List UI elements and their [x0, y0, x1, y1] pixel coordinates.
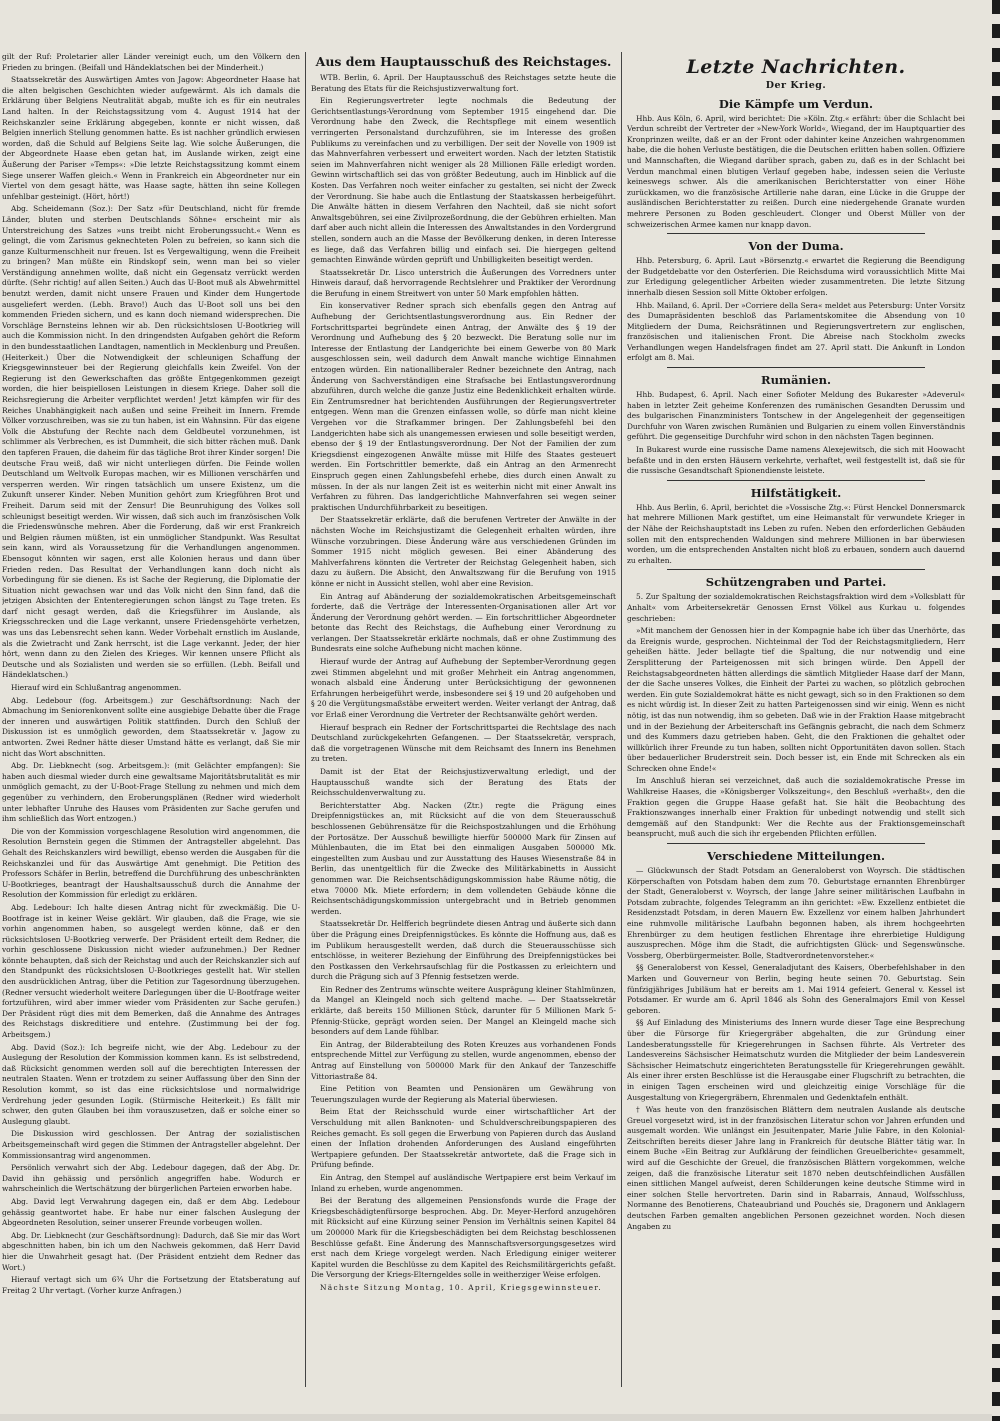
paragraph: Ein Antrag, den Stempel auf ausländische Wertpapiere erst beim Verkauf im Inland zu erheben, wurde angenommen. — [311, 1172, 616, 1193]
section-heading: Die Kämpfe um Verdun. — [718, 96, 874, 111]
column-reichstag-debate — [2, 52, 300, 1382]
paragraph: Hierauf besprach ein Redner der Fortschrittspartei die Rechtslage des nach Deutschland zurückgekehrten Gefangenen. — Der Staatssekretär, versprach, daß die vorgetragenen Wünsche mit dem Reichsamt des Innern ins Benehmen zu treten. — [311, 722, 616, 764]
paragraph: Ein Antrag auf Abänderung der sozialdemokratischen Arbeitsgemeinschaft forderte, daß die Verträge der Interessenten-Organisationen aller Art vor Änderung der Verordnung gehört werden. — Ein fortschrittlicher Abgeordneter betonte das Recht des Reichstags, die Aufhebung einer Verordnung zu verlangen. Der Staatssekretär erklärte nochmals, daß er ohne Zustimmung des Bundesrats eine solche Aufhebung nicht machen könne. — [311, 591, 616, 654]
paragraph: Hhb. Mailand, 6. April. Der »Corriere della Sera« meldet aus Petersburg: Unter Vorsitz des Dumapräsidenten beschloß das Parlamentskomitee die Absendung von 10 Mitgliedern der Duma, Reichsrätinnen und Regierungsvertretern zur englischen, französischen und italienischen Front. Die Abreise nach Stockholm zwecks Verhandlungen wegen Handelsfragen findet am 27. April statt. Die Ankunft in London erfolgt am 8. Mai. — [627, 300, 965, 363]
paragraph: — Glückwunsch der Stadt Potsdam an Generaloberst von Woyrsch. Die städtischen Körperschaften von Potsdam haben dem zum 70. Geburtstage ernannten Ehrenbürger der Stadt, Generaloberst v. Woyrsch, der lange Jahre seiner militärischen Laufbahn in Potsdam zubrachte, folgendes Telegramm an ihn gerichtet: »Ew. Exzellenz entbietet die Residenzstadt Potsdam, in deren Mauern Ew. Exzellenz vor einem halben Jahrhundert eine ruhmvolle militärische Laufbahn begonnen haben, als ihrem hochgeehrten Ehrenbürger zu dem heutigen festlichen Ehrentage ihre ehrerbietige Huldigung auszusprechen. Möge ihm die Stadt, die aufrichtigsten Glück- und Segenswünsche. Vossberg, Oberbürgermeister. Bolle, Stadtverordnetenvorsteher.« — [627, 866, 965, 960]
section-divider — [667, 367, 925, 368]
paragraph: Persönlich verwahrt sich der Abg. Ledebour dagegen, daß der Abg. Dr. David ihn gehässig und persönlich angegriffen habe. Wodurch er wahrscheinlich die Wertschätzung der bürgerlichen Parteien erworben habe. — [2, 1163, 300, 1194]
paragraph: Abg. David legt Verwahrung dagegen ein, daß er dem Abg. Ledebour gehässig geantwortet habe. Er habe nur einer falschen Auslegung der Abgeordneten Resolution, seiner unserer Freunde vorbeugen wollen. — [2, 1196, 300, 1228]
paragraph: Im Anschluß hieran sei verzeichnet, daß auch die sozialdemokratische Presse im Wahlkreise Haases, die »Königsberger Volkszeitung«, den Beschluß »verhaßt«, den die Fraktion gegen die Gruppe Haase gefaßt hat. Sie hält die Beobachtung des Fraktionszwanges innerhalb einer Fraktion für unbedingt notwendig und stellt sich demgemäß auf den Standpunkt: Wer die Rechte aus der Fraktionsgemeinschaft beansprucht, muß auch die sich ihr ergebenden Pflichten erfüllen. — [627, 776, 965, 839]
letzte-nachrichten-body — [627, 97, 965, 1233]
section-divider — [667, 569, 925, 570]
paragraph: Staatssekretär des Auswärtigen Amtes von Jagow: Abgeordneter Haase hat die alten belgischen Geschichten wieder aufgewärmt. Als ich damals die Erklärung über Belgiens Neutralität abgab, mußte ich es für ein neutrales Land halten. In der Reichstagssitzung vom 4. August 1914 hat der Reichskanzler seine Erklärung abgegeben, konnte er nicht wissen, daß Belgien innerlich Stellung genommen hatte. Es ist nachher gründlich erwiesen worden, daß die Schuld auf Belgiens Seite lag. Wie solche Äußerungen, die der Abgeordnete Haase eben getan hat, im Auslande wirken, zeigt eine Äußerung der Pariser »Temps«: »Die letzte Reichstagssitzung kommt einem Siege unserer Waffen gleich.« Wenn in Frankreich ein Abgeordneter nur ein Viertel von dem gesagt hätte, was Haase sagte, hätten ihn seine Kollegen unfehlbar gesteinigt. (Hört, hört!) — [2, 75, 300, 201]
section-heading: Hilfstätigkeit. — [750, 485, 842, 500]
paragraph: Abg. Scheidemann (Soz.): Der Satz »für Deutschland, nicht für fremde Länder, bluten und sterben Deutschlands Söhne« erscheint mir als Unterstreichung des Satzes »uns treibt nicht Eroberungssucht.« Wenn es gelingt, die vom Zarismus geknechteten Polen zu befreien, so kann sich die ganze Kulturmenschheit nur freuen. Ist es Vergewaltigung, wenn die Freiheit zu bringen? Man müßte ein Rindskopf sein, wenn man bei so vieler Verständigung annehmen wollte, daß nicht ein Gegensatz verrückt werden dürfte. (Sehr richtig! auf allen Seiten.) Auch das U-Boot muß als Abwehrmittel benutzt werden, damit nicht unsere Frauen und Kinder dem Hungertode ausgeliefert werden. (Lebh. Bravo!) Auch das U-Boot soll uns bei den kommenden Frieden sichern, und es kann doch niemand widersprechen. Die Vorschläge Bernsteins lehnen wir ab. Den rücksichtslosen U-Bootkrieg will auch die Kommission nicht. In den dringendsten Aufgaben gehört die Reform in den bundesstaatlichen Landtagen, namentlich in Mecklenburg und Preußen. (Heiterkeit.) Über die Notwendigkeit der schleunigen Schaffung der Kriegsgewinnsteuer bei der Regierung gleichfalls kein Zweifel. Von der Regierung ist den Gewerkschaften das größte Entgegenkommen gezeigt worden, die hier beispiellosen Leistungen in diesem Kriege. Daher soll die Reichsregierung die Arbeiter verpflichtet werden! Jetzt kämpfen wir für des Reiches Unabhängigkeit nach außen und seine Freiheit im Innern. Fremde Völker vorzuschreiben, was sie zu tun haben, ist ein Wahnsinn. Für das eigene Volk die Abstufung der Rechte nach dem Geldbeutel vorzunehmen, ist schlimmer als Verbrechen, es ist Dummheit, die sich bitter rächen muß. Dank den tapferen Frauen, die daheim für das tägliche Brot ihrer Kinder sorgen! Die deutsche Frau weiß, daß wir nicht unterliegen dürfen. Die Feinde wollen Deutschland um Weltvolk Europas machen, wir es Millionen verschärfen und versperren werden. Wir ringen tatsächlich um unsere Existenz, um die Zukunft unserer Kinder. Neben Munition gehört zum Kriegführen Brot und Freiheit. Darum seid mit der Zensur! Die Beunruhigung des Volkes soll schleunigst beseitigt werden. Wir wissen, daß sich auch im französischen Volk die Friedenswünsche mehren. Aber die Forderung, daß wir erst Frankreich und Belgien räumen müßten, ist ein unmöglicher Standpunkt. Was Resultat sein kann, wird als Voraussetzung für die Verhandlungen angenommen. Ebensogut könnten wir sagen, erst alle Kolonien heraus und dann über Frieden reden. Das Resultat der Verhandlungen kann doch nicht als Vorbedingung für sie dienen. Es ist Sache der Regierung, die Diplomatie der Situation nicht gewachsen war und das Volk nicht den Sinn fand, daß die jetzigen Absichten der Ententeregierungen schon längst zu Tage treten. Es darf nicht gesagt werden, daß die Kriegsführer im Auslande, als Kriegsschrecken und die Lage verkannt, unsere Friedensgehörte verhetzen, was uns das Lebensrecht sehen kann. Weder Vorbehalt ernstlich im Auslande, als die Zwietracht und Zank herrscht, ist die Lage verkannt. Jeder, der hier hört, wenn dann zu den Zielen des Krieges. Wir kennen unsere Pflicht als Deutsche und als Sozialisten und werden sie so erfüllen. (Lebh. Beifall und Händeklatschen.) — [2, 204, 300, 680]
paragraph: Berichterstatter Abg. Nacken (Ztr.) regte die Prägung eines Dreipfennigstückes an, mit Rücksicht auf die von dem Steuerausschuß beschlossenen Gebührensätze für die Reichspostzahlungen und die Erhöhung der Portosätze. Der Ausschuß bewilligte hierfür 500000 Mark für Zinsen auf Mühlenbauten, die im Etat bei den einmaligen Ausgaben 500000 Mk. eingestellten zum Ausbau und zur Ausstattung des Hauses Wiesenstraße 84 in Berlin, das unentgeltlich für die Zwecke des Militärkabinetts in Aussicht genommen war. Die Reichsentschädigungskommission habe Räume nötig, die etwa 70000 Mk. Miete erfordern; in dem vollendeten Gebäude könne die Reichsentschädigungskommission untergebracht und in Betrieb genommen werden. — [311, 800, 616, 916]
paragraph: 5. Zur Spaltung der sozialdemokratischen Reichstagsfraktion wird dem »Volksblatt für Anhalt« vom Arbeitersekretär Genossen Ernst Völkel aus Kurkau u. folgendes geschrieben: — [627, 592, 965, 623]
section-heading: Schützengraben und Partei. — [705, 575, 887, 590]
paragraph: Abg. Ledebour (fog. Arbeitsgem.) zur Geschäftsordnung: Nach der Abmachung im Seniorenkonvent sollte eine ausgiebige Debatte über die Frage der inneren und auswärtigen Politik stattfinden. Durch den Schluß der Diskussion ist es unmöglich geworden, dem Staatssekretär v. Jagow zu antworten. Zwei Redner hätte dieser Umstand hätte es verlangt, daß Sie mir nicht das Wort abschnitten. — [2, 695, 300, 758]
paragraph: Damit ist der Etat der Reichsjustizverwaltung erledigt, und der Hauptausschuß wandte sich der Beratung des Etats der Reichsschuldenverwaltung zu. — [311, 767, 616, 798]
paragraph: Abg. David (Soz.): Ich begreife nicht, wie der Abg. Ledebour zu der Auslegung der Resolution der Kommission kommen kann. Es ist selbstredend, daß Rücksicht genommen werden soll auf die berechtigten Interessen der neutralen Staaten. Wenn er trotzdem zu seiner Auffassung über den Sinn der Resolution kommt, so ist das eine rücksichtslose und normalwidrige Verdrehung jeder gesunden Logik. (Stürmische Heiterkeit.) Es fällt mir schwer, den guten Glauben bei ihm vorauszusetzen, daß er solche einer so Auslegung glaubt. — [2, 1042, 300, 1126]
paragraph: Nächste Sitzung Montag, 10. April, Kriegsgewinnsteuer. — [320, 1282, 603, 1292]
section-heading: Rumänien. — [761, 373, 831, 388]
paragraph: Ein Regierungsvertreter legte nochmals die Bedeutung der Gerichtsentlastungs-Verordnung vom September 1915 eingehend dar. Die Verordnung habe den Zweck, die Rechtspflege mit einem wesentlich verringerten Personalstand durchzuführen, sie im Interesse des großen Publikums zu vereinfachen und zu verbilligen. Der seit der Novelle von 1909 ist das Mahnverfahren verbessert und erweitert worden. Nach der letzten Statistik seien im Mahnverfahren nicht weniger als 28 Millionen Fälle erledigt worden. Gewinn wirtschaftlich sei das von größter Bedeutung, auch im Hinblick auf die Kosten. Das Verfahren noch weiter einfacher zu gestalten, sei nicht der Zweck der Verordnung. Sie habe auch die Entlastung der Staatskassen herbeigeführt. Die Anwälte hätten in diesem Verfahren den Nachteil, daß sie nicht sofort Anwaltsgebühren, sei eine Zivilprozeßordnung, die der Gebühren erhielten. Man darf aber auch nicht allein die Interessen des Anwaltstandes in den Vordergrund stellen, sondern auch an die Masse der Bevölkerung denken, in deren Interesse es liege, daß das Verfahren billig und einfach sei. Die hiergegen geltend gemachten Einwände würden geprüft und Unbilligkeiten beseitigt werden. — [311, 96, 616, 265]
paragraph: §§ Auf Einladung des Ministeriums des Innern wurde dieser Tage eine Besprechung über die Fürsorge für Kriegergräber abgehalten, die zur Gründung einer Landesberatungsstelle für Kriegerehrungen in Sachsen führte. Als Vertreter des Landesvereins Sächsischer Heimatschutz wurden die Mitglieder der beim Landesverein Sächsischer Heimatschutz eingerichteten Beratungsstelle für Kriegerehrungen gewählt. Als einer ihrer ersten Beschlüsse ist die Herausgabe einer Flugschrift zu betrachten, die in einigen Tagen erscheinen wird und gleichzeitig einige Vorschläge für die Ausgestaltung von Kriegergräbern, Ehrenmalen und Gedenktafeln enthält. — [627, 1018, 965, 1102]
paragraph: Abg. Dr. Liebknecht (sog. Arbeitsgem.): (mit Gelächter empfangen): Sie haben auch diesmal wieder durch eine gewaltsame Majoritätsbrutalität es mir unmöglich gemacht, zu der U-Boot-Frage Stellung zu nehmen und mich dem gegenüber zu verhindern, den Eroberungsplänen (Redner wird wiederholt unter lebhafter Unruhe des Hauses vom Präsidenten zur Sache gerufen und ihm schließlich das Wort entzogen.) — [2, 761, 300, 824]
paragraph: Die Diskussion wird geschlossen. Der Antrag der sozialistischen Arbeitsgemeinschaft wird gegen die Stimmen der Antragsteller abgelehnt. Der Kommissionsantrag wird angenommen. — [2, 1129, 300, 1160]
paragraph: Ein konservativer Redner sprach sich ebenfalls gegen den Antrag auf Aufhebung der Gerichtsentlastungsverordnung aus. Ein Redner der Fortschrittspartei begründete einen Antrag, der Anwälte des § 19 der Verordnung und Aufhebung des § 20 bezweckt. Die Beratung solle nur im Interesse der Entlastung der Landgerichte bei einem Gewerbe von 80 Mark ausgeschlossen sein, weil dadurch dem Anwalt manche wichtige Einnahmen entzogen würden. Ein nationalliberaler Redner bezeichnete den Antrag, nach Änderung von Sachverständigen eine Strafsache bei Entlastungsverordnung abzuführen, durch welche die ganze Justiz eine Bedenklichkeit erhalten würde. Ein Zentrumsredner hat berichtenden Ausführungen der Regierungsvertreter entgegen. Wenn man die Grenzen einfassen wolle, so dürfe man nicht kleine Vergehen vor die Strafkammer bringen. Der Zahlungsbefehl bei den Landgerichten habe sich als unangemessen erwiesen und solle beseitigt werden, ebenso der § 19 der Entlastungsverordnung. Der Not der Familien der zum Kriegsdienst eingezogenen Anwälte müsse mit Hilfe des Staates gesteuert werden. Ein Fortschrittler bemerkte, daß ein Antrag an den Armenrecht Einspruch gegen einen Zahlungsbefehl erhebe, dies durch einen Anwalt zu müssen. In der als nur langen Zeit ist es weiterhin nicht mit einer Anwalt ins Verfahren zu führen. Das landgerichtliche Mahnverfahren sei wegen seiner praktischen Undurchführbarkeit zu beseitigen. — [311, 301, 616, 512]
paragraph: Abg. Ledebour: Ich halte diesen Antrag nicht für zweckmäßig. Die U-Bootfrage ist in keiner Weise geklärt. Wir glauben, daß die Frage, wie sie vorhin angenommen haben, so ausgelegt werden könne, daß er den rücksichtslosen U-Bootkrieg verwerfe. Der Präsident erteilt dem Redner, die vorhin geschlossene Diskussion nicht wieder aufzunehmen.) Der Redner könnte behaupten, daß sich der Reichstag und auch der Reichskanzler sich auf den Standpunkt des rücksichtslosen U-Bootkrieges gestellt hat. Wir stellen den ausdrücklichen Antrag, über die Petition zur Tagesordnung überzugehen. (Redner versucht wiederholt weitere Darlegungen über die U-Bootfrage weiter fortzuführen, wird aber immer wieder vom Präsidenten zur Sache gerufen.) Der Präsident rügt dies mit dem Bemerken, daß die Annahme des Antrages des Reichstags diskreditiere und entehre. (Zustimmung bei der fog. Arbeitsgem.) — [2, 902, 300, 1040]
paragraph: † Was heute von den französischen Blättern dem neutralen Auslande als deutsche Greuel vorgesetzt wird, ist in der französischen Literatur schon vor Jahren erfunden und ausgemalt worden. Wie unlängst ein Jesuitenpater, Marie Julie Fabre, in den Kolonial-Zeitschriften bereits dieser Jahre lang in Frankreich für deutsche Blätter tätig war. In einem Buche »Ein Beitrag zur Aufklärung der feindlichen Greuelberichte« gesammelt, wird auf die Geschichte der Greuel, die französischen Blättern vorgekommen, welche zeigen, daß die französische Literatur seit 1870 neben deutschfeindlichen Ausfällen einen sittlichen Mangel aufweist, deren Schilderungen keine deutsche Stimme wird in einer solchen Stelle hervortreten. Darin sind in Rabarrais, Annaud, Wolfsschluss, Normanne des Benotierens, Chateaubriand und Pouchés sie, Dragonern und Anklagern deutschen Farben gemalten angeblichen Personen gezeichnet worden. Noch diesen Angaben zu — [627, 1105, 965, 1231]
paragraph: Ein Redner des Zentrums wünschte weitere Ausprägung kleiner Stahlmünzen, da Mangel an Kleingeld noch sich geltend mache. — Der Staatssekretär erklärte, daß bereits 150 Millionen Stück, darunter für 5 Millionen Mark 5-Pfennig-Stücke, geprägt worden seien. Der Mangel an Kleingeld mache sich besonders auf dem Lande fühlbar. — [311, 984, 616, 1037]
paragraph: Die von der Kommission vorgeschlagene Resolution wird angenommen, die Resolution Bernstein gegen die Stimmen der Antragsteller abgelehnt. Das Gehalt des Reichskanzlers wird bewilligt, ebenso werden die Ausgaben für die Reichskanzlei und für das Auswärtige Amt genehmigt. Die Petition des Professors Schäfer in Berlin, betreffend die Durchführung des unbeschränkten U-Bootkrieges, beantragt der Haushaltsausschuß durch die Annahme der Resolution der Kommission für erledigt zu erklären. — [2, 826, 300, 900]
subhead-krieg: Der Krieg. — [765, 80, 827, 91]
paragraph: Hierauf vertagt sich um 6¾ Uhr die Fortsetzung der Etatsberatung auf Freitag 2 Uhr vertagt. (Vorher kurze Anfragen.) — [2, 1275, 300, 1295]
paragraph: Der Staatssekretär erklärte, daß die berufenen Vertreter der Anwälte in der nächsten Woche im Reichsjustizamt die Gelegenheit erhalten würden, ihre Wünsche vorzubringen. Diese Änderung wäre aus verschiedenen Gründen im Sommer 1915 nicht möglich gewesen. Bei einer Abänderung des Mahlverfahrens könnten die Vertreter der Reichstag Gelegenheit haben, sich dazu zu äußern. Die Absicht, den Anwaltszwang für die Berufung von 1915 könne er nicht in Aussicht stellen, wohl aber eine Revision. — [311, 515, 616, 588]
paragraph: Eine Petition von Beamten und Pensionären um Gewährung von Teuerungszulagen wurde der Regierung als Material überwiesen. — [311, 1084, 616, 1104]
hauptausschuss-body — [311, 73, 616, 1294]
paragraph: Hhb. Aus Köln, 6. April, wird berichtet: Die »Köln. Ztg.« erfährt: über die Schlacht bei Verdun schreibt der Vertreter der »New-York World«, Wiegand, der im Hauptquartier des Kronprinzen weilte, daß er an der Front oder dahinter keine Anzeichen wahrgenommen habe, die die hohen Verluste bestätigen, die die Deutschen erlitten haben sollen. Offiziere und Mannschaften, die Wiegand darüber sprach, gaben zu, daß es in der Schlacht bei Verdun manchmal einen blutigen Verlauf gegeben habe, indessen seien die Verluste keineswegs schwer. Als die amerikanischen Berichterstatter von einer Höhe zurückkamen, wo die französische Artillerie nahe daran, eine Lücke in die Gruppe der ausländischen Berichterstatter zu reißen. Durch eine niedergehende Granate wurden mehrere Personen zu Boden geschleudert. Clonger und Oberst Müller von der schweizerischen Armee kamen nur knapp davon. — [627, 113, 965, 229]
paragraph: Bei der Beratung des allgemeinen Pensionsfonds wurde die Frage der Kriegsbeschädigtenfürsorge besprochen. Abg. Dr. Meyer-Herford anzugehören mit Rücksicht auf eine Kürzung seiner Pension im Verhältnis seinen Kapitel 84 um 200000 Mark für die Kriegsbeschädigten bei dem Reichstag beschlossenen Beschlüsse gefaßt. Eine Änderung des Mannschaftsversorgungsgesetzes wird erst nach dem Kriege vorgelegt werden. Nach Erledigung einiger weiterer Kapitel wurden die Beschlüsse zu dem Kapitel des Reichsmilitärgerichts gefaßt. Die Versorgung der Kriegs-Elterngeldes solle in weitherziger Weise erfolgen. — [311, 1196, 616, 1280]
section-divider — [667, 233, 925, 234]
column-letzte-nachrichten — [627, 52, 965, 1382]
paragraph: »Mit manchem der Genossen hier in der Kompagnie habe ich über das Unerhörte, das da Ereignis wurde, gesprochen. Nichteinmal der Tod der Reichstagsmitgliedern, Herr geheißen hätte. Jeder bellagte tief die Spaltung, die nur notwendig und eine Zersplitterung der Parteigenossen mit sich bringen würde. Den Appell der Reichstagsabgeordneten hätten allerdings die sämtlich Mitglieder Haase darf der Mann, der die Sache unseres Volkes, die Einheit der Partei zu wachen, so plötzlich gebrochen werden. Ein gute Sozialdemokrat hätte es nicht gewagt, sich so in den Fraktionen so dem es nicht würdig ist. In dieser Zeit zu hatten Parteigenossen sind wir einig. Wenn es nicht nötig, ist das nun notwendig, ihm so gebeten. Daß wie in der Fraktion Haase mitgebracht und in der Beziehung der Arbeiterschaft ins Gefängnis gebracht, die nach dem Schmerz und des Kummers dazu getrieben haben. Geht, die den Fraktionen die gehaltet oder willkürlich ihrer Freunde zu tun haben, sollten nicht Opportunitäten davon sollen. Stach über bedauerlicher Bruderstreit sein. Doch besser ist, ein Ende mit Schrecken als ein Schrecken ohne Ende!« — [627, 626, 965, 773]
section-heading: Verschiedene Mitteilungen. — [706, 849, 886, 864]
paragraph: Hierauf wird ein Schlußantrag angenommen. — [11, 683, 182, 693]
column-rule-2 — [621, 52, 622, 1387]
paragraph: Beim Etat der Reichsschuld wurde einer wirtschaftlicher Art der Verschuldung mit allen Banknoten- und Schuldverschreibungspapieren des Reiches gemacht. Es soll gegen die Erwerbung von Papieren durch das Ausland einen der Inflation drohenden Anforderungen des Ausland eingeführten Wertpapiere gefunden. Der Staatssekretär antwortete, daß die Frage sich in Prüfung befinde. — [311, 1107, 616, 1170]
paragraph: Hierauf wurde der Antrag auf Aufhebung der September-Verordnung gegen zwei Stimmen abgelehnt und mit großer Mehrheit ein Antrag angenommen, wonach alsbald eine Änderung unter Berücksichtigung der gewonnenen Erfahrungen herbeigeführt werde, insbesondere sei § 19 und 20 aufgehoben und § 20 die Vergütungsmaßstäbe erweitert werden. Weiter verlangt der Antrag, daß vor Erlaß einer Verordnung die Vertreter der Rechtsanwälte gehört werden. — [311, 657, 616, 720]
column-hauptausschuss — [311, 52, 616, 1382]
paragraph: Abg. Dr. Liebknecht (zur Geschäftsordnung): Dadurch, daß Sie mir das Wort abgeschnitten haben, bin ich um den Nachweis gekommen, daß Herr David hier die Unwahrheit gesagt hat. (Der Präsident entzieht dem Redner das Wort.) — [2, 1230, 300, 1272]
section-divider — [667, 480, 925, 481]
column-rule-1 — [305, 52, 306, 1387]
section-heading: Von der Duma. — [748, 239, 844, 254]
paragraph: Hhb. Budapest, 6. April. Nach einer Sofioter Meldung des Bukarester »Adeverul« haben in letzter Zeit geheime Konferenzen des rumänischen Gesandten Derussim und des bulgarischen Finanzministers Tontschew in der Angelegenheit der gegenseitigen Durchfuhr von Waren zwischen Rumänien und Bulgarien zu einem vollen Einverständnis geführt. Die gegenseitige Durchfuhr wird schon in den nächsten Tagen beginnen. — [627, 390, 965, 442]
page-edge-shadow — [992, 0, 1000, 1421]
paragraph: Staatssekretär Dr. Lisco unterstrich die Äußerungen des Vorredners unter Hinweis darauf, daß hervorragende Rechtslehrer und Praktiker der Verordnung die Berufung in einem Streitwert von unter 50 Mark empfohlen hätten. — [311, 267, 616, 298]
paragraph: WTB. Berlin, 6. April. Der Hauptausschuß des Reichstages setzte heute die Beratung des Etats für die Reichsjustizverwaltung fort. — [311, 73, 616, 93]
paragraph: Hhb. Petersburg, 6. April. Laut »Börsenztg.« erwartet die Regierung die Beendigung der Budgetdebatte vor den Osterferien. Die Reichsduma wird voraussichtlich Mitte Mai zur Erledigung gelegentlicher Arbeiten wieder zusammentreten. Die letzte Sitzung innerhalb diesen Session soll Mitte Oktober erfolgen. — [627, 256, 965, 297]
paragraph: §§ Generaloberst von Kessel, Generaladjutant des Kaisers, Oberbefehlshaber in den Marken und Gouverneur von Berlin, beging heute seinen 70. Geburtstag. Sein fünfzigjähriges Jubiläum hat er bereits am 1. Mai 1914 gefeiert. General v. Kessel ist Potsdamer. Er wurde am 6. April 1846 als Sohn des Generalmajors Emil von Kessel geboren. — [627, 963, 965, 1015]
paragraph: Ein Antrag, der Bilderabteilung des Roten Kreuzes aus vorhandenen Fonds entsprechende Mittel zur Verfügung zu stellen, wurde angenommen, ebenso der Antrag auf Einstellung von 500000 Mark für den Ankauf der Tanzeschiffe Vittoriastraße 84. — [311, 1039, 616, 1081]
paragraph: Hhb. Aus Berlin, 6. April, berichtet die »Vossische Ztg.«: Fürst Henckel Donnersmarck hat mehrere Millionen Mark gestiftet, um eine Heimanstalt für verwundete Krieger in der Nähe der Reichshauptstadt ins Leben zu rufen. Neben den erforderlichen Gebäuden sollen mit den entsprechenden Waldungen sind mehrere Millionen in bar überwiesen worden, um die entsprechenden Anstalten nicht bloß zu erbauen, sondern auch dauernd zu erhalten. — [627, 502, 965, 565]
masthead-letzte-nachrichten: Letzte Nachrichten. — [686, 56, 906, 78]
paragraph: gilt der Ruf: Proletarier aller Länder vereinigt euch, um den Völkern den Frieden zu bringen. (Beifall und Händeklatschen bei der Minderheit.) — [2, 52, 300, 72]
section-divider — [667, 843, 925, 844]
paragraph: Staatssekretär Dr. Helfferich begründete diesen Antrag und äußerte sich dann über die Prägung eines Dreipfennigstückes. Es könnte die Hoffnung aus, daß es im Publikum herausgestellt werden, daß durch die Steuerausschüsse sich entschlösse, in weiterer Beziehung der Einführung des Dreipfennigstückes bei den Postkassen den Verkehrsaufschlag für die Postkassen zu erleichtern und durch die Prägung sich auf 3 Pfennig festsetzen werde. — [311, 919, 616, 982]
paragraph: In Bukarest wurde eine russische Dame namens Alexejewitsch, die sich mit Hoowacht befaßte und in den ersten Häusern verkehrte, verhaftet, weil festgestellt ist, daß sie für die russische Gesandtschaft Spionendienste leistete. — [627, 445, 965, 476]
section-heading-hauptausschuss: Aus dem Hauptausschuß des Reichstages. — [315, 54, 612, 69]
